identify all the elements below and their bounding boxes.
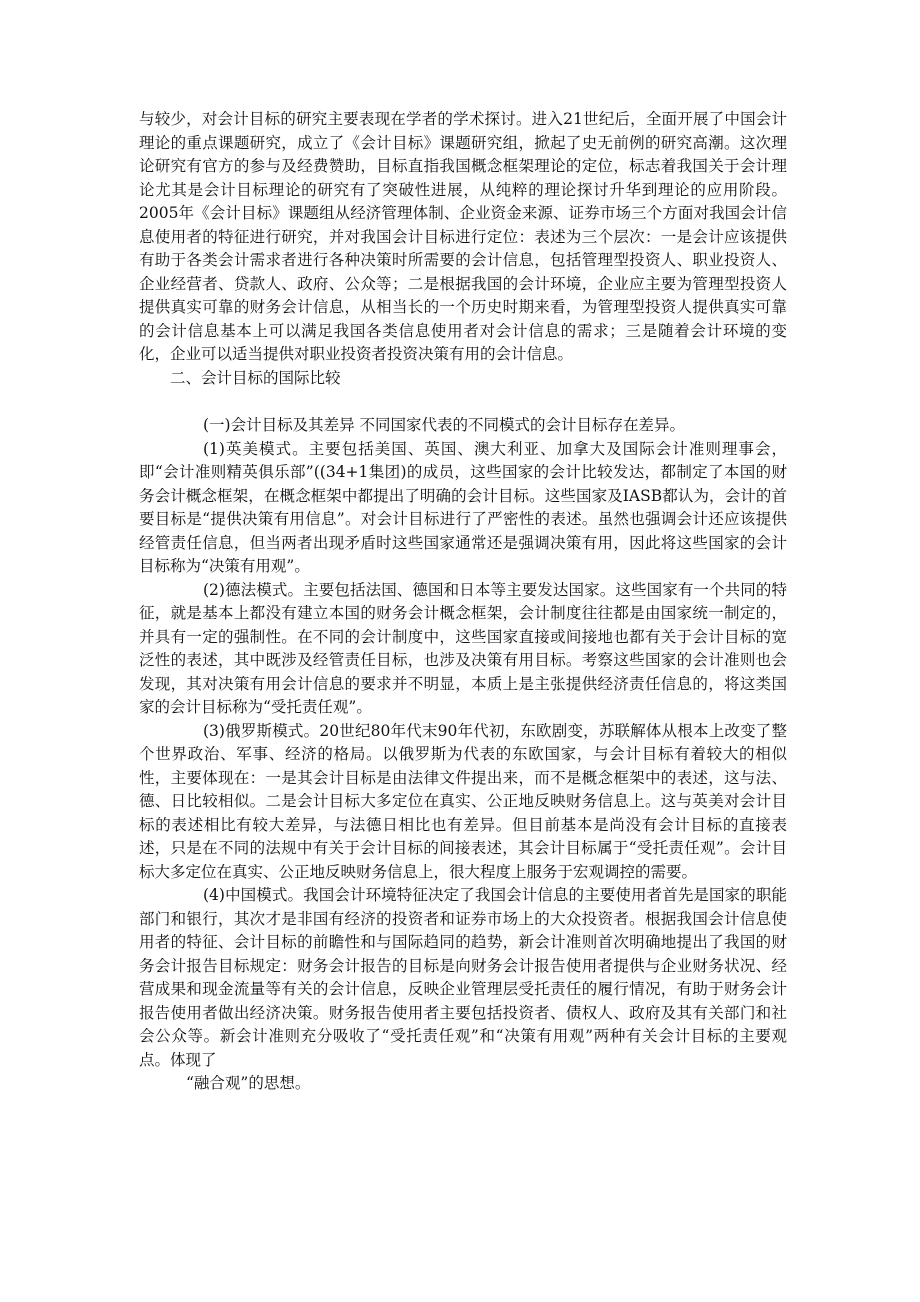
paragraph-anglo-american-model: (1)英美模式。主要包括美国、英国、澳大利亚、加拿大及国际会计准则理事会，即“会计准则精英俱乐部”((34+1集团)的成员，这些国家的会计比较发达，都制定了本国的财务会计概念框架，在概念框架中都提出了明确的会计目标。这些国家及IASB都认为，会计的首要目标是“提供决策有用信息”。对会计目标进行了严密性的表述。虽然也强调会计还应该提供经管责任信息，但当两者出现矛盾时这些国家通常还是强调决策有用，因此将这些国家的会计目标称为“决策有用观”。 xyxy=(139,439,787,575)
subsection-heading: (一)会计目标及其差异 不同国家代表的不同模式的会计目标存在差异。 xyxy=(203,416,686,434)
document-page xyxy=(139,108,787,1096)
paragraph-chinese-model: (4)中国模式。我国会计环境特征决定了我国会计信息的主要使用者首先是国家的职能部门和银行，其次才是非国有经济的投资者和证券市场上的大众投资者。根据我国会计信息使用者的特征、会计目标的前瞻性和与国际趋同的趋势，新会计准则首次明确地提出了我国的财务会计报告目标规定：财务会计报告的目标是向财务会计报告使用者提供与企业财务状况、经营成果和现金流量等有关的会计信息，反映企业管理层受托责任的履行情况，有助于财务会计报告使用者做出经济决策。财务报告使用者主要包括投资者、债权人、政府及其有关部门和社会公众等。新会计准则充分吸收了“受托责任观”和“决策有用观”两种有关会计目标的主要观点。体现了 xyxy=(139,886,787,1069)
closing-line: “融合观”的思想。 xyxy=(186,1074,311,1092)
section-heading: 二、会计目标的国际比较 xyxy=(170,368,341,387)
intro-paragraph: 与较少，对会计目标的研究主要表现在学者的学术探讨。进入21世纪后，全面开展了中国会计理论的重点课题研究，成立了《会计目标》课题研究组，掀起了史无前例的研究高潮。这次理论研究有官方的参与及经费赞助，目标直指我国概念框架理论的定位，标志着我国关于会计理论尤其是会计目标理论的研究有了突破性进展，从纯粹的理论探讨升华到理论的应用阶段。2005年《会计目标》课题组从经济管理体制、企业资金来源、证券市场三个方面对我国会计信息使用者的特征进行研究，并对我国会计目标进行定位：表述为三个层次：一是会计应该提供有助于各类会计需求者进行各种决策时所需要的会计信息，包括管理型投资人、职业投资人、企业经营者、贷款人、政府、公众等；二是根据我国的会计环境，企业应主要为管理型投资人提供真实可靠的财务会计信息，从相当长的一个历史时期来看，为管理型投资人提供真实可靠的会计信息基本上可以满足我国各类信息使用者对会计信息的需求；三是随着会计环境的变化，企业可以适当提供对职业投资者投资决策有用的会计信息。 xyxy=(139,110,787,363)
paragraph-continental-model: (2)德法模式。主要包括法国、德国和日本等主要发达国家。这些国家有一个共同的特征，就是基本上都没有建立本国的财务会计概念框架，会计制度往往都是由国家统一制定的，并具有一定的强制性。在不同的会计制度中，这些国家直接或间接地也都有关于会计目标的宽泛性的表述，其中既涉及经管责任目标，也涉及决策有用目标。考察这些国家的会计准则也会发现，其对决策有用会计信息的要求并不明显，本质上是主张提供经济责任信息的，将这类国家的会计目标称为“受托责任观”。 xyxy=(139,580,787,716)
paragraph-russian-model: (3)俄罗斯模式。20世纪80年代末90年代初，东欧剧变，苏联解体从根本上改变了整个世界政治、军事、经济的格局。以俄罗斯为代表的东欧国家，与会计目标有着较大的相似性，主要体现在：一是其会计目标是由法律文件提出来，而不是概念框架中的表述，这与法、德、日比较相似。二是会计目标大多定位在真实、公正地反映财务信息上。这与英美对会计目标的表述相比有较大差异，与法德日相比也有差异。但目前基本是尚没有会计目标的直接表述，只是在不同的法规中有关于会计目标的间接表述，其会计目标属于“受托责任观”。会计目标大多定位在真实、公正地反映财务信息上，很大程度上服务于宏观调控的需要。 xyxy=(139,721,787,881)
